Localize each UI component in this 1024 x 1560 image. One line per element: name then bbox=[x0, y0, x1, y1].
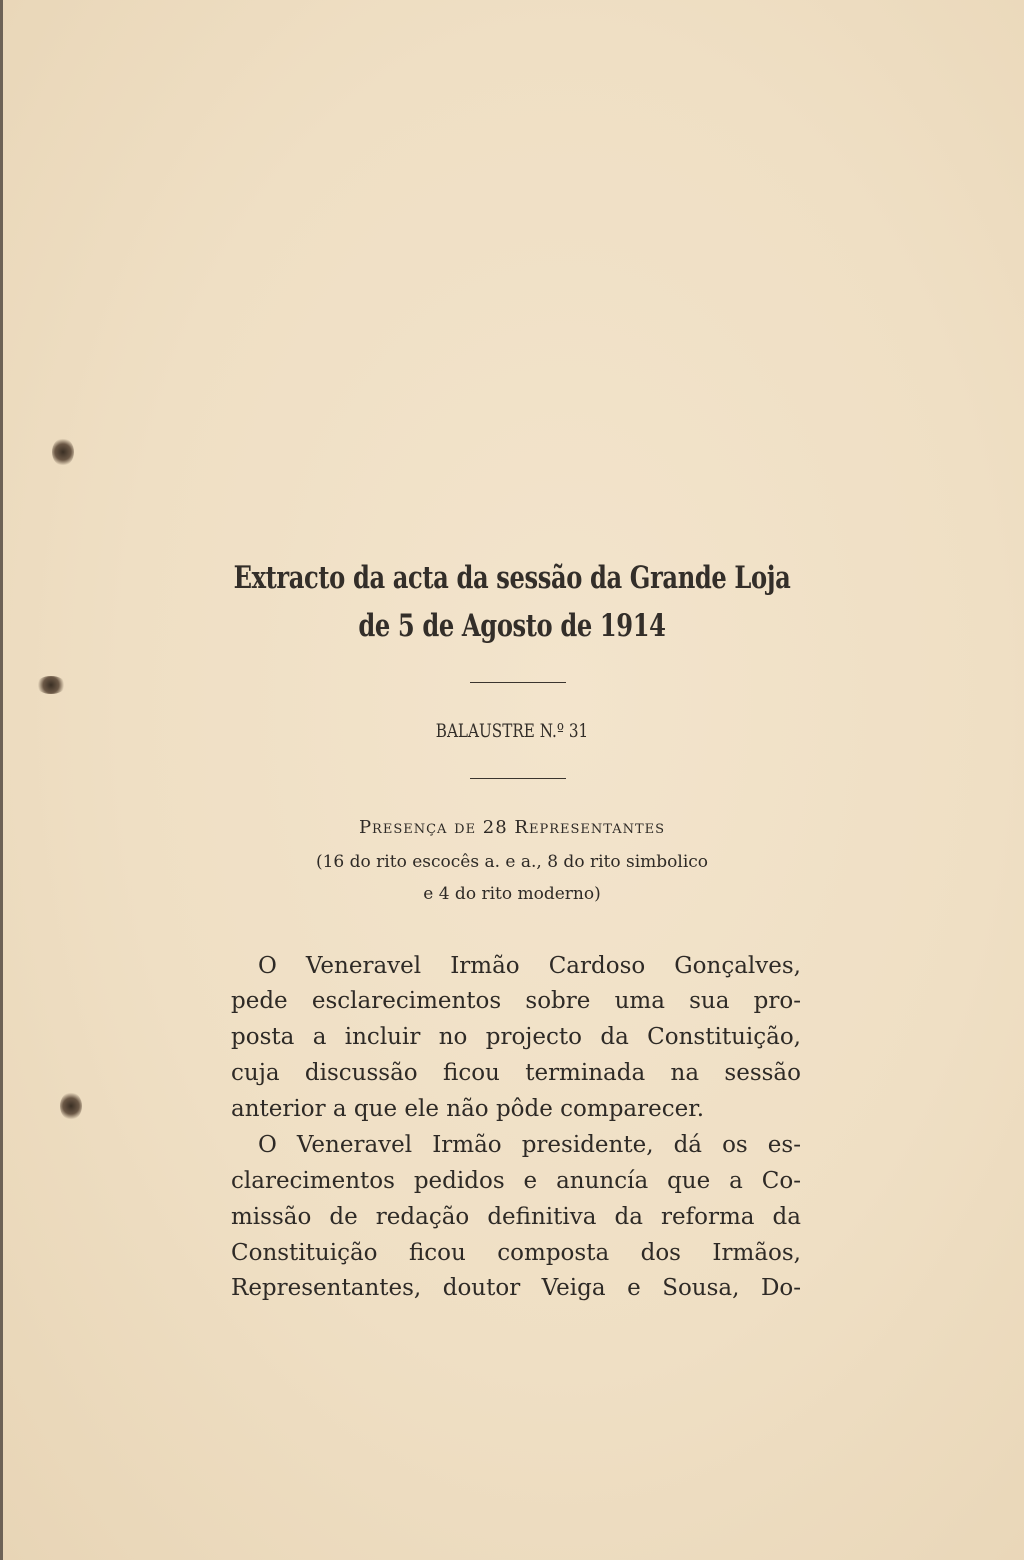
paragraph-1-line: cuja discussão ficou terminada na sessão bbox=[231, 1060, 801, 1086]
paragraph-1-line: anterior a que ele não pôde comparecer. bbox=[231, 1096, 705, 1122]
presence-detail-2: e 4 do rito moderno) bbox=[423, 884, 601, 904]
title-line-2: de 5 de Agosto de 1914 bbox=[358, 608, 666, 644]
paragraph-1-line: pede esclarecimentos sobre uma sua pro- bbox=[231, 988, 801, 1014]
divider bbox=[470, 682, 566, 683]
paragraph-1-line: O Veneravel Irmão Cardoso Gonçalves, bbox=[258, 953, 801, 979]
presence-detail-1: (16 do rito escocês a. e a., 8 do rito simbolico bbox=[315, 852, 709, 872]
balaustre-heading: BALAUSTRE N.º 31 bbox=[435, 720, 589, 742]
paragraph-2-line: missão de redação definitiva da reforma da bbox=[231, 1204, 801, 1230]
binding-hole bbox=[60, 1092, 82, 1120]
paragraph-2-line: O Veneravel Irmão presidente, dá os es- bbox=[258, 1132, 801, 1158]
binding-hole bbox=[52, 438, 74, 466]
presence-heading: Presença de 28 Representantes bbox=[358, 817, 666, 838]
paragraph-2-line: clarecimentos pedidos e anuncía que a Co- bbox=[231, 1168, 801, 1194]
paragraph-2-line: Representantes, doutor Veiga e Sousa, Do- bbox=[231, 1275, 801, 1301]
binding-hole bbox=[36, 676, 66, 694]
page-edge bbox=[0, 0, 3, 1560]
paragraph-2-line: Constituição ficou composta dos Irmãos, bbox=[231, 1240, 801, 1266]
title-line-1: Extracto da acta da sessão da Grande Loja bbox=[233, 560, 791, 596]
paragraph-1-line: posta a incluir no projecto da Constituição, bbox=[231, 1024, 801, 1050]
divider bbox=[470, 778, 566, 779]
